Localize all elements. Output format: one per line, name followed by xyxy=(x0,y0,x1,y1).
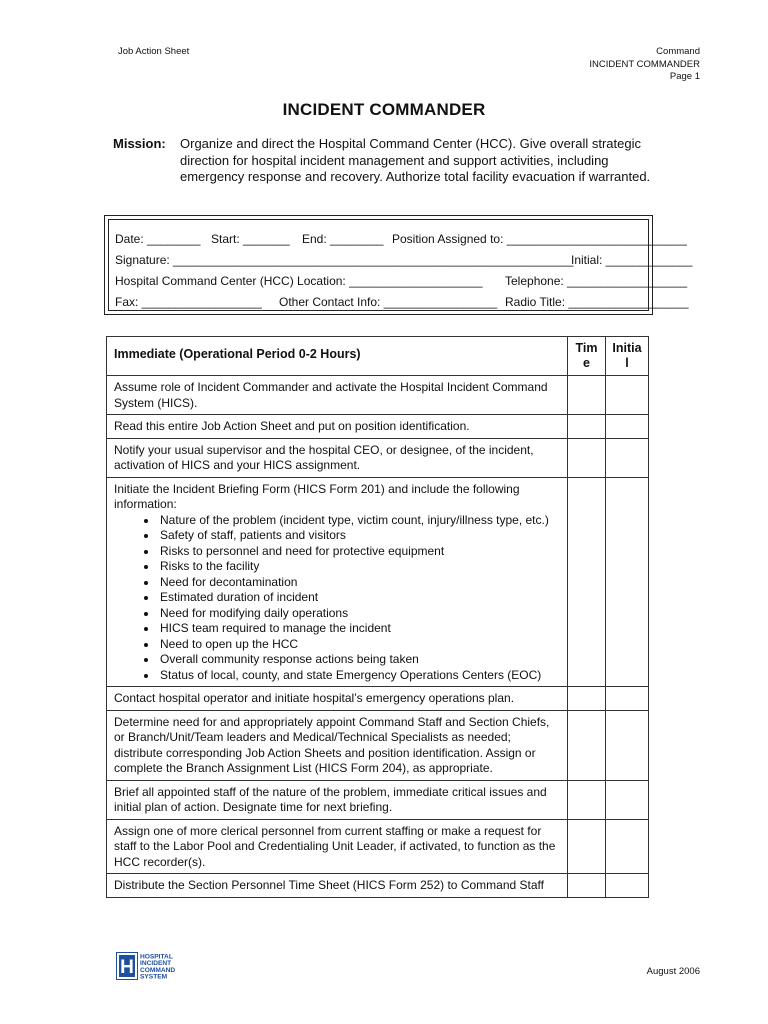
task-text: Brief all appointed staff of the nature of the problem, immediate critical issues and initial plan of action. Designate time for next briefing. xyxy=(107,780,568,819)
time-cell[interactable] xyxy=(568,710,606,780)
initial-field[interactable]: Initial: _____________ xyxy=(571,253,693,267)
initial-cell[interactable] xyxy=(606,438,649,477)
list-item: • Need for modifying daily operations xyxy=(158,606,560,622)
table-row xyxy=(107,710,649,780)
initial-cell[interactable] xyxy=(606,687,649,711)
list-item: • Need to open up the HCC xyxy=(158,637,560,653)
table-header-initial xyxy=(606,337,649,376)
table-row xyxy=(107,376,649,415)
initial-cell[interactable] xyxy=(606,376,649,415)
time-cell[interactable] xyxy=(568,376,606,415)
mission-block xyxy=(113,136,658,186)
initial-cell[interactable] xyxy=(606,477,649,687)
table-header-task: Immediate (Operational Period 0-2 Hours) xyxy=(107,337,568,376)
hics-logo xyxy=(116,952,180,980)
list-item: • Overall community response actions being taken xyxy=(158,652,560,668)
hcc-location-field[interactable]: Hospital Command Center (HCC) Location: ____________________ xyxy=(115,274,483,288)
info-box-inner xyxy=(108,219,693,311)
header-position: INCIDENT COMMANDER xyxy=(589,58,700,70)
table-header-row xyxy=(107,337,649,376)
task-text: Assume role of Incident Commander and activate the Hospital Incident Command System (HICS). xyxy=(107,376,568,415)
signature-field[interactable]: Signature: ____________________________________________________________ xyxy=(115,253,574,267)
other-contact-field[interactable]: Other Contact Info: _________________ xyxy=(279,295,498,309)
table-row xyxy=(107,687,649,711)
logo-line: HOSPITAL xyxy=(140,953,173,961)
initial-cell[interactable] xyxy=(606,710,649,780)
header-left: Job Action Sheet xyxy=(118,46,190,57)
table-row xyxy=(107,415,649,439)
tasks-table xyxy=(106,336,649,898)
time-header-line1: Tim xyxy=(575,341,598,355)
list-item: • Nature of the problem (incident type, victim count, injury/illness type, etc.) xyxy=(158,513,560,529)
end-field[interactable]: End: ________ xyxy=(302,232,384,246)
task-text: Notify your usual supervisor and the hospital CEO, or designee, of the incident, activation of HICS and your HICS assignment. xyxy=(107,438,568,477)
initial-cell[interactable] xyxy=(606,819,649,874)
footer-date: August 2006 xyxy=(646,966,700,977)
time-cell[interactable] xyxy=(568,780,606,819)
header-section: Command xyxy=(656,46,700,57)
list-item: • Estimated duration of incident xyxy=(158,590,560,606)
header-page: Page 1 xyxy=(669,71,700,82)
briefing-bullet-list xyxy=(114,513,560,684)
position-assigned-field[interactable]: Position Assigned to: ___________________________ xyxy=(392,232,687,246)
list-item: • Risks to the facility xyxy=(158,559,560,575)
initial-cell[interactable] xyxy=(606,415,649,439)
time-cell[interactable] xyxy=(568,874,606,898)
table-row xyxy=(107,438,649,477)
table-header-time xyxy=(568,337,606,376)
time-cell[interactable] xyxy=(568,438,606,477)
time-cell[interactable] xyxy=(568,819,606,874)
header-right xyxy=(589,46,700,84)
initial-cell[interactable] xyxy=(606,780,649,819)
list-item: • Risks to personnel and need for protective equipment xyxy=(158,544,560,560)
date-field[interactable]: Date: ________ xyxy=(115,232,201,246)
telephone-field[interactable]: Telephone: __________________ xyxy=(505,274,688,288)
initial-header-line2: l xyxy=(625,356,629,370)
table-row xyxy=(107,819,649,874)
table-row xyxy=(107,477,649,687)
logo-line: SYSTEM xyxy=(140,973,168,980)
task-text: Determine need for and appropriately appoint Command Staff and Section Chiefs, or Branch/Unit/Team leaders and Medical/Technical Specialists as needed; distribute corresponding Job Action Sheets and position identification. Assign or complete the Branch Assignment List (HICS Form 204), as appropriate. xyxy=(107,710,568,780)
table-row xyxy=(107,874,649,898)
list-item: • Status of local, county, and state Emergency Operations Centers (EOC) xyxy=(158,668,560,684)
table-row xyxy=(107,780,649,819)
task-text: Distribute the Section Personnel Time Sheet (HICS Form 252) to Command Staff xyxy=(107,874,568,898)
page-title: INCIDENT COMMANDER xyxy=(282,100,486,119)
initial-cell[interactable] xyxy=(606,874,649,898)
logo-line: COMMAND xyxy=(140,966,176,974)
initial-header-line1: Initia xyxy=(612,341,642,355)
hics-logo-graphic xyxy=(116,952,180,980)
logo-letter: H xyxy=(120,957,134,978)
task-cell-briefing xyxy=(107,477,568,687)
task-text: Initiate the Incident Briefing Form (HICS Form 201) and include the following information: xyxy=(114,481,520,511)
time-cell[interactable] xyxy=(568,415,606,439)
mission-label: Mission: xyxy=(113,136,166,151)
time-cell[interactable] xyxy=(568,477,606,687)
task-text: Contact hospital operator and initiate hospital’s emergency operations plan. xyxy=(107,687,568,711)
list-item: • HICS team required to manage the incident xyxy=(158,621,560,637)
mission-text: Organize and direct the Hospital Command Center (HCC). Give overall strategic direction for hospital incident management and support activities, including emergency response and recovery. Authorize total facility evacuation if warranted. xyxy=(180,136,651,184)
task-text: Read this entire Job Action Sheet and put on position identification. xyxy=(107,415,568,439)
info-box xyxy=(104,215,693,315)
list-item: • Need for decontamination xyxy=(158,575,560,591)
time-cell[interactable] xyxy=(568,687,606,711)
logo-line: INCIDENT xyxy=(140,960,172,968)
list-item: • Safety of staff, patients and visitors xyxy=(158,528,560,544)
radio-title-field[interactable]: Radio Title: __________________ xyxy=(505,295,689,309)
time-header-line2: e xyxy=(583,356,590,370)
fax-field[interactable]: Fax: __________________ xyxy=(115,295,262,309)
start-field[interactable]: Start: _______ xyxy=(211,232,290,246)
task-text: Assign one of more clerical personnel from current staffing or make a request for staff to the Labor Pool and Credentialing Unit Leader, if activated, to function as the HCC recorder(s). xyxy=(107,819,568,874)
